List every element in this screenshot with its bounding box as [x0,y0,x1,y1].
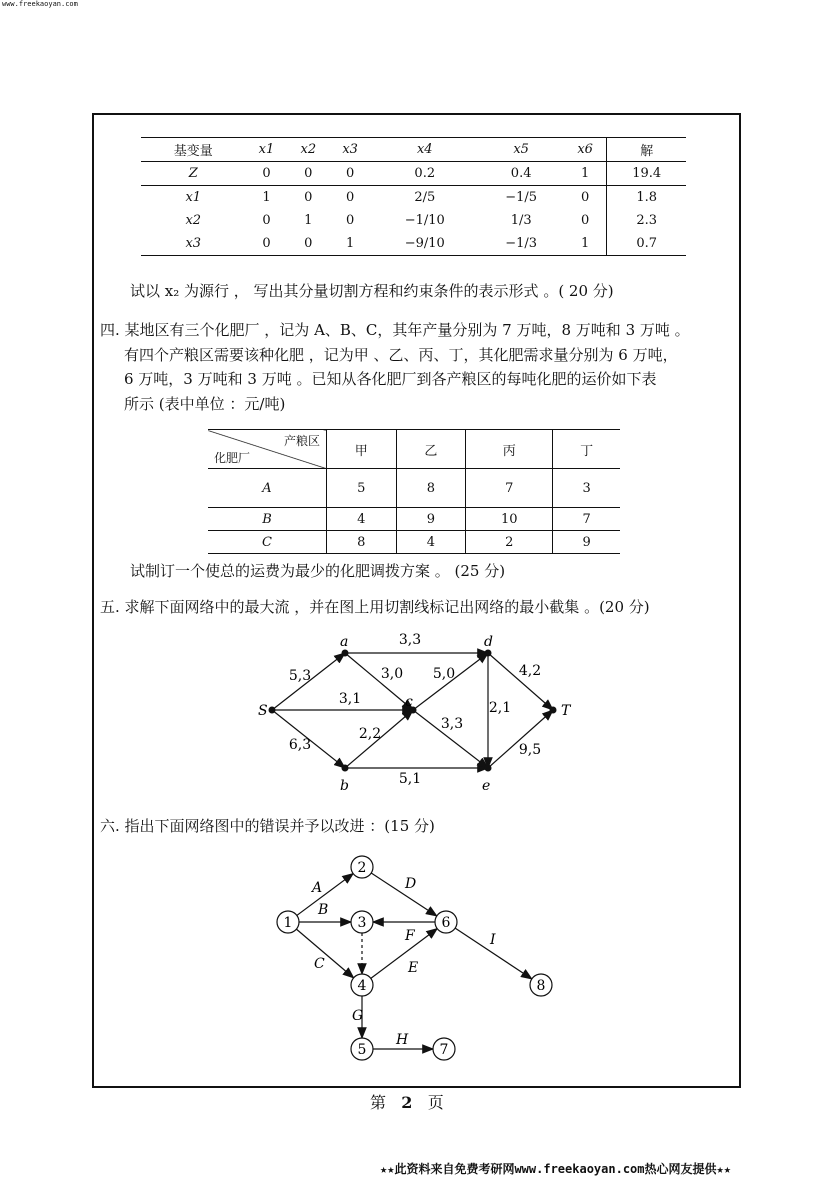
activity-label: G [352,1008,364,1024]
q4-line: 所示 (表中单位 ：元/吨) [124,394,286,413]
table-cell: 3 [553,469,620,508]
q4-line: 四. 某地区有三个化肥厂 ，记为 A、B、C，其年产量分别为 7 万吨，8 万吨和 3 万吨 。 [100,321,690,339]
question3-text: 试以 x₂ 为源行 ， 写出其分量切割方程和约束条件的表示形式 。( 20 分) [130,282,614,300]
activity-label: H [396,1032,409,1048]
header-cell: x3 [329,138,371,162]
header-cell: x6 [564,138,607,162]
table-cell: 2/5 [414,190,436,205]
row-label: A [208,469,327,508]
edge-label: 3,3 [398,632,422,648]
activity-edge-1-4 [296,929,353,978]
table-cell: 1/3 [510,213,532,228]
edge-label: 3,0 [380,666,404,682]
row-label: C [208,531,327,554]
table-cell: 4 [327,508,397,531]
event-node-label: 5 [357,1042,367,1058]
activity-label: B [318,902,329,918]
activity-label: I [490,932,496,948]
q4-line: 6 万吨，3 万吨和 3 万吨 。已知从各化肥厂到各产粮区的每吨化肥的运价如下表 [124,370,657,388]
edge-label: 5,0 [432,666,456,682]
table-cell: 8 [396,469,466,508]
edge-label: 2,1 [488,700,512,716]
table-cell: 1.8 [607,186,686,210]
header-cell: 基变量 [141,138,246,162]
table-cell: 0 [329,162,371,186]
activity-label: A [312,880,323,896]
row-label: B [208,508,327,531]
page-number: 第 2 页 [370,1093,444,1112]
activity-edge-2-6 [371,873,437,916]
table-cell: 1 [262,190,271,205]
edge-label: 2,2 [358,726,382,742]
table-cell: 0 [287,162,329,186]
table-cell: x1 [185,190,202,205]
header-cell: x5 [479,138,564,162]
table-cell: 1 [564,162,607,186]
table-cell: 10 [466,508,553,531]
column-header: 丙 [466,430,553,469]
header-cell: x2 [287,138,329,162]
node-e [485,765,492,772]
table-cell: −1/5 [505,190,538,205]
edge-label: 5,1 [398,771,422,787]
table-cell: 9 [396,508,466,531]
activity-edge-4-6 [371,929,437,979]
max-flow-network [258,632,572,794]
bottom-banner: ★★此资料来自免费考研网www.freekaoyan.com热心网友提供★★ [380,1162,731,1176]
table-cell: 0 [304,190,313,205]
event-node-label: 4 [357,978,367,994]
corner-bottom-label: 化肥厂 [214,451,251,465]
table-cell: 2.3 [607,209,686,232]
event-node-label: 2 [357,860,367,876]
table-cell: 0 [580,190,590,205]
activity-network [277,856,552,1060]
table-cell: 4 [396,531,466,554]
table-cell: Z [141,162,246,186]
edge-label: 9,5 [518,742,542,758]
question4-footer: 试制订一个使总的运费为最少的化肥调拨方案 。 (25 分) [130,562,506,580]
header-cell: x4 [371,138,478,162]
node-label: T [561,703,571,719]
activity-label: F [405,928,415,944]
node-label: c [405,694,413,710]
edge-label: 6,3 [288,737,312,753]
q4-line: 有四个产粮区需要该种化肥 ，记为甲 、乙、丙、丁，其化肥需求量分别为 6 万吨， [124,345,678,364]
event-node-label: 3 [357,915,367,931]
question6-text: 六. 指出下面网络图中的错误并予以改进 ：(15 分) [100,817,435,835]
event-node-label: 1 [283,915,293,931]
edge-label: 3,1 [338,691,362,707]
node-b [342,765,349,772]
node-label: a [340,634,349,650]
table-cell: 0 [287,232,329,256]
edge-label: 5,3 [288,668,312,684]
edge-label: 4,2 [518,663,542,679]
header-cell: 解 [607,138,686,162]
node-d [485,650,492,657]
node-S [269,707,276,714]
column-header: 甲 [327,430,397,469]
activity-label: E [408,960,419,976]
header-url: www.freekaoyan.com [2,0,78,8]
corner-top-label: 产粮区 [283,434,320,448]
table-cell: 1 [329,232,371,256]
edge-label: 3,3 [440,716,464,732]
column-header: 乙 [396,430,466,469]
table-cell: 5 [327,469,397,508]
node-label: S [258,703,268,719]
table-cell: −1/10 [404,213,445,228]
flow-edge-eT [488,710,553,768]
table-cell: x3 [141,232,246,256]
table-cell: 2 [466,531,553,554]
event-node-label: 7 [439,1042,449,1058]
table-cell: −1/3 [479,232,564,256]
column-header: 丁 [553,430,620,469]
node-label: b [340,778,349,794]
table-cell: 1 [304,213,313,228]
table-cell: 7 [466,469,553,508]
activity-label: C [314,956,325,972]
table-cell: 0 [345,190,355,205]
table-cell: 0 [262,213,271,228]
activity-label: D [405,876,417,892]
table-cell: −9/10 [371,232,478,256]
table-cell: 0.7 [607,232,686,256]
table-cell: x2 [185,213,202,228]
node-label: e [482,778,491,794]
table-cell: 1 [564,232,607,256]
table-cell: 7 [553,508,620,531]
event-node-label: 6 [441,915,451,931]
question5-text: 五. 求解下面网络中的最大流 ，并在图上用切割线标记出网络的最小截集 。(20 分) [100,598,650,616]
table-cell: 0.2 [371,162,478,186]
node-a [342,650,349,657]
table-cell: 8 [327,531,397,554]
table-cell: 9 [553,531,620,554]
table-cell: 0 [246,232,288,256]
event-node-label: 8 [536,978,546,994]
node-label: d [484,634,493,650]
header-cell: x1 [246,138,288,162]
table-cell: 19.4 [607,162,686,186]
table-cell: 0 [246,162,288,186]
table-cell: 0 [580,213,590,228]
table-cell: 0.4 [479,162,564,186]
table-cell: 0 [345,213,355,228]
node-T [550,707,557,714]
